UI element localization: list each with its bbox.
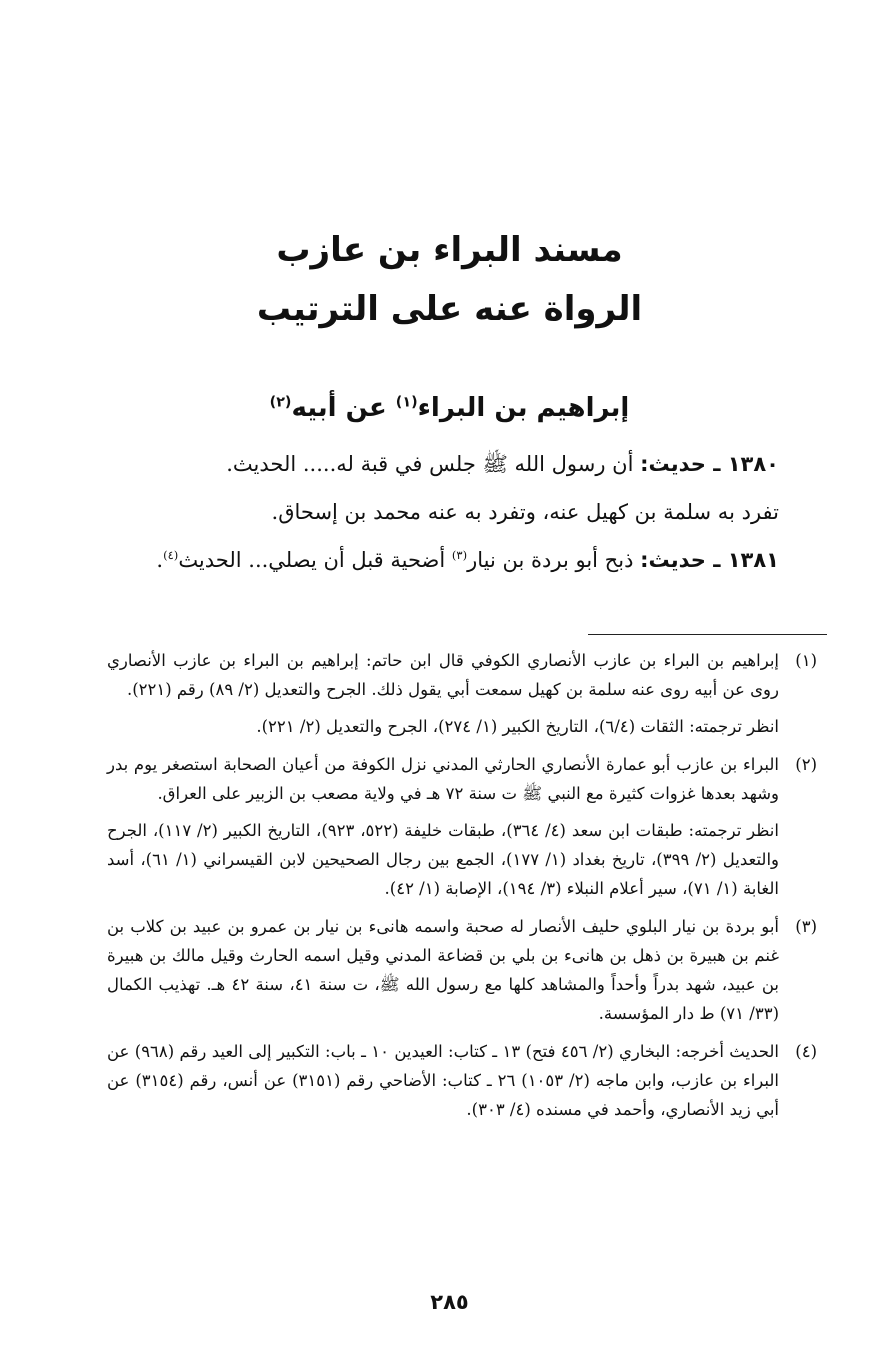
footnote-references: انظر ترجمته: طبقات ابن سعد (٤/ ٣٦٤)، طبقات خليفة (٥٢٢، ٩٢٣)، التاريخ الكبير (٢/ ١١٧)، الجرح والتعديل (٢/ ٣٩٩)، تاريخ بغداد (١/ ١٧٧)، الجمع بين رجال الصحيحين لابن القيسراني (١/ ٦١)، أسد الغابة (١/ ٧١)، سير أعلام النبلاء (٣/ ١٩٤)، الإصابة (١/ ٤٢). [107,821,779,898]
footnote-text: أبو بردة بن نيار البلوي حليف الأنصار له صحبة واسمه هانىء بن نيار بن عمرو بن عبيد بن كلاب بن غنم بن هبيرة بن ذهل بن هانىء بن بلي بن قضاعة المدني وقيل اسمه الحارث وقيل مالك بن هبيرة بن عبيد، شهد بدراً وأحداً والمشاهد كلها مع رسول الله ﷺ، ت سنة ٤١، سنة ٤٢ هـ. تهذيب الكمال (٣٣/ ٧١) ط دار المؤسسة. [107,917,779,1023]
hadith-text-cont: أضحية قبل أن يصلي... الحديث [178,548,446,572]
hadith-1380 [89,444,779,484]
footnote-number: (٤) [795,1042,817,1061]
hadith-text: أن رسول الله ﷺ جلس في قبة له..... الحديث. [226,452,634,476]
hadith-label: ١٣٨١ ـ حديث: [640,548,779,572]
footnote-2 [107,750,817,903]
hadith-text: ذبح أبو بردة بن نيار [467,548,634,572]
footnote-ref-3: (٣) [451,548,468,562]
footnote-text: الحديث أخرجه: البخاري (٢/ ٤٥٦ فتح) ١٣ ـ كتاب: العيدين ١٠ ـ باب: التكبير إلى العيد رقم (٩٦٨) عن البراء بن عازب، وابن ماجه (٢/ ١٠٥٣) ٢٦ ـ كتاب: الأضاحي رقم (٣١٥١) عن أنس، رقم (٣١٥٤) عن أبي زيد الأنصاري، وأحمد في مسنده (٤/ ٣٠٣). [107,1042,780,1119]
footnote-ref-4: (٤) [163,548,179,562]
footnote-number: (١) [795,651,817,670]
footnote-ref-1: (١) [395,394,418,411]
narration-note: تفرد به سلمة بن كهيل عنه، وتفرد به عنه محمد بن إسحاق. [271,500,779,524]
footnotes [107,646,817,1133]
footnote-4 [107,1037,817,1124]
footnote-1 [107,646,817,741]
hadith-label: ١٣٨٠ ـ حديث: [640,452,779,476]
footnote-separator [588,634,827,635]
page-number: ٢٨٥ [430,1290,469,1314]
hadith-end: . [156,548,164,572]
hadith-1381 [89,540,779,580]
section-heading [0,388,879,428]
footnote-references: انظر ترجمته: الثقات (٦/٤)، التاريخ الكبير (١/ ٢٧٤)، الجرح والتعديل (٢/ ٢٢١). [256,717,779,736]
footnote-number: (٣) [795,917,817,936]
footnote-3 [107,912,817,1028]
section-heading-name: إبراهيم بن البراء [417,393,630,423]
footnote-ref-2: (٢) [269,394,292,411]
section-heading-tail: عن أبيه [291,393,387,423]
footnote-text: إبراهيم بن البراء بن عازب الأنصاري الكوفي قال ابن حاتم: إبراهيم بن البراء بن عازب الأنصاري روى عن أبيه روى عنه سلمة بن كهيل سمعت أبي يقول ذلك. الجرح والتعديل (٢/ ٨٩) رقم (٢٢١). [107,651,779,699]
footnote-number: (٢) [795,755,817,774]
page-title: مسند البراء بن عازب [276,230,623,270]
footnote-text: البراء بن عازب أبو عمارة الأنصاري الحارثي المدني نزل الكوفة من أعيان الصحابة استصغر يوم بدر وشهد بعدها غزوات كثيرة مع النبي ﷺ ت سنة ٧٢ هـ في ولاية مصعب بن الزبير على العراق. [107,755,779,803]
page-subtitle: الرواة عنه على الترتيب [256,289,643,329]
